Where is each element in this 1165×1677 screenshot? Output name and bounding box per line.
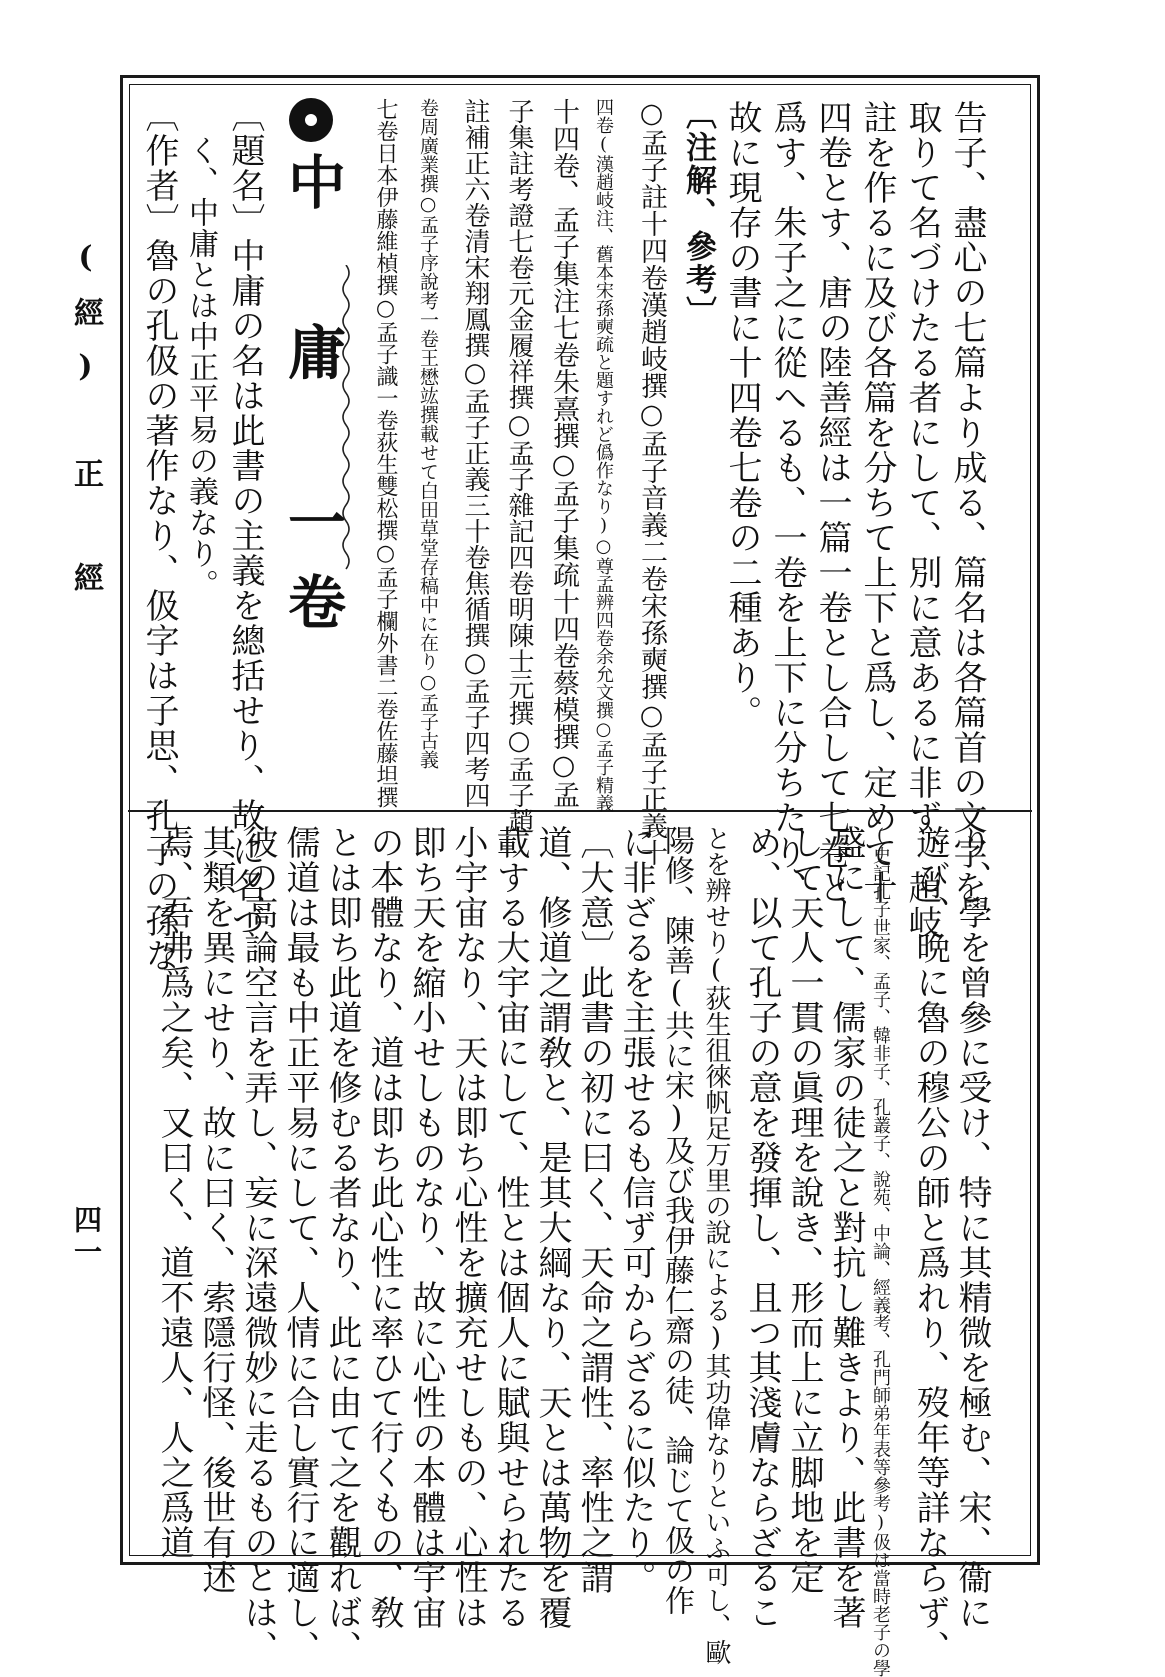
text-column: り、學を曾參に受け、特に其精微を極む、宋、衞に <box>952 825 992 1630</box>
page-number: 四一 <box>70 1205 103 1269</box>
title-bullet-icon <box>289 98 333 142</box>
text-column: 陽修、陳善(共に宋)及び我伊藤仁齋の徒、論じて伋の作 <box>659 825 694 1615</box>
text-column: 爲す、朱子之に從へるも、一卷を上下に分ちたり、 <box>767 100 807 905</box>
wavy-rule-decoration <box>336 265 356 575</box>
text-column: 遊び、晩に魯の穆公の師と爲れり、歿年等詳ならず、 <box>910 825 950 1665</box>
text-column: (史記孔子世家、孟子、韓非子、孔叢子、說苑、中論、經義考、孔門師弟年表等參考)伋は當時老子の學 <box>870 825 891 1677</box>
bibliography-line: 七卷日本伊藤維楨撰○孟子識一卷荻生雙松撰○孟子欄外書二卷佐藤坦撰 <box>373 98 398 808</box>
text-column: して天人一貫の眞理を說き、形而上に立脚地を定 <box>784 825 824 1595</box>
text-column: とを辨せり(荻生徂徠帆足万里の說による)其功偉なりといふ可し、歐 <box>701 825 731 1665</box>
text-column: 彼の高論空言を弄し、妄に深遠微妙に走るものとは、 <box>238 825 278 1665</box>
text-column: 儒道は最も中正平易にして、人情に合し實行に適し、 <box>280 825 320 1665</box>
text-column: の本體なり、道は即ち此心性に率ひて行くもの、敎 <box>364 825 404 1630</box>
text-column-title-note: く、中庸とは中正平易の義なり。 <box>183 135 218 600</box>
text-column: 其類を異にせり、故に曰く、索隱行怪、後世有述 <box>196 825 236 1595</box>
text-column: 註を作るに及び各篇を分ちて上下と爲し、定めて十 <box>857 100 897 905</box>
text-column: 載する大宇宙にして、性とは個人に賦與せられたる <box>490 825 530 1630</box>
section-heading-summary: 〔大意〕此書の初に曰く、天命之謂性、率性之謂 <box>574 825 614 1595</box>
text-column: 焉、吾弗爲之矣、又曰く、道不遠人、人之爲道 <box>154 825 194 1560</box>
text-column: 四卷とす、唐の陸善經は一篇一卷とし合して七卷と <box>812 100 852 905</box>
bibliography-line: 子集註考證七卷元金履祥撰○孟子雜記四卷明陳士元撰○孟子趙 <box>504 98 534 834</box>
bibliography-line: 卷周廣業撰○孟子序說考一卷王懋竑撰載せて白田草堂存稿中に在り○孟子古義 <box>417 98 439 769</box>
work-title: 中 庸 一卷 <box>278 152 346 652</box>
text-column-title-note: 〔題名〕中庸の名は此書の主義を總括せり、故に名づ <box>225 98 265 938</box>
text-column: 小宇宙なり、天は即ち心性を擴充せしもの、心性は <box>448 825 488 1630</box>
bibliography-line: ○孟子註十四卷漢趙岐撰○孟子音義二卷宋孫奭撰○孟子正義十 <box>636 98 667 866</box>
text-column: とは即ち此道を修むる者なり、此に由て之を觀れば、 <box>322 825 362 1665</box>
text-column: 道、修道之謂敎と、是其大綱なり、天とは萬物を覆 <box>532 825 572 1630</box>
section-heading-commentary: 〔注解、參考〕 <box>680 98 716 329</box>
text-column: 告子、盡心の七篇より成る、篇名は各篇首の文字を <box>947 100 987 905</box>
text-column: に非ざるを主張せるも信ず可からざるに似たり。 <box>616 825 656 1595</box>
bibliography-line: 註補正六卷清宋翔鳳撰○孟子正義三十卷焦循撰○孟子四考四 <box>460 98 490 808</box>
text-column: 取りて名づけたる者にして、別に意あるに非ず、趙岐 <box>902 100 942 940</box>
running-head: (經) 正 經 <box>68 240 103 614</box>
text-column: 故に現存の書に十四卷七卷の二種あり。 <box>722 100 762 730</box>
text-column: 盛にして、儒家の徒之と對抗し難きより、此書を著 <box>826 825 866 1630</box>
text-column: め、以て孔子の意を發揮し、且つ其淺膚ならざるこ <box>742 825 782 1630</box>
text-column: 即ち天を縮小せしものなり、故に心性の本體は宇宙 <box>406 825 446 1630</box>
bibliography-line: 四卷(漢趙岐注、舊本宋孫奭疏と題すれど僞作なり)○尊孟辨四卷余允文撰○孟子精義 <box>593 98 614 812</box>
bibliography-line: 十四卷、孟子集注七卷朱熹撰○孟子集疏十四卷蔡模撰○孟 <box>548 98 579 808</box>
text-column-author: 〔作者〕魯の孔伋の著作なり、伋字は子思、孔子の孫な <box>139 98 179 973</box>
